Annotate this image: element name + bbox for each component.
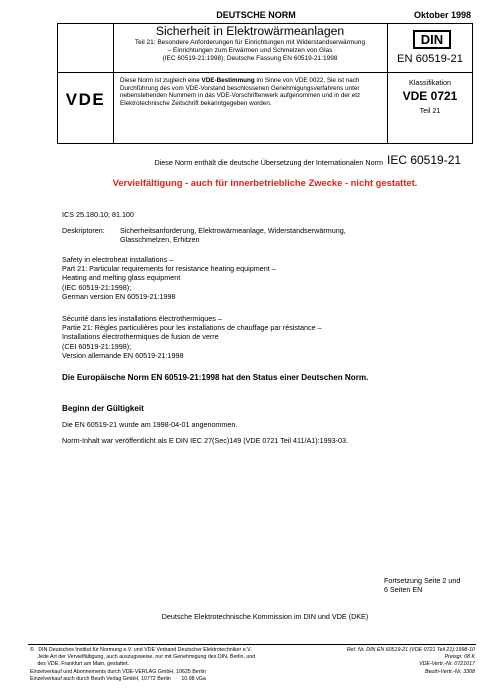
french-title-line: Version allemande EN 60519-21:1998 (62, 350, 184, 360)
footer-left-line: © DIN Deutsches Institut für Normung e.V. und VDE Verband Deutscher Elektrotechniker e.V. (30, 647, 252, 653)
english-title-line: (IEC 60519-21:1998); (62, 282, 132, 292)
vde-logo: VDE (65, 90, 106, 109)
footer-rule (28, 644, 476, 645)
vde-note-line: Diese Norm ist zugleich eine VDE-Bestimmung im Sinne von VDE 0022. Sie ist nach (120, 77, 360, 84)
gueltigkeit-line-1: Die EN 60519-21 wurde am 1998-04-01 angenommen. (62, 420, 238, 429)
frame-left (57, 23, 58, 144)
ics-code: ICS 25.180.10; 81.100 (62, 210, 134, 219)
french-title-line: Installations électrothermiques de fusion de verre (62, 332, 219, 342)
reproduction-warning: Vervielfältigung - auch für innerbetriebliche Zwecke - nicht gestattet. (112, 177, 418, 188)
status-statement: Die Europäische Norm EN 60519-21:1998 hat den Status einer Deutschen Norm. (62, 373, 369, 382)
continuation-line-2: 6 Seiten EN (384, 585, 423, 595)
vde-note (120, 77, 384, 107)
publication-date: Oktober 1998 (413, 10, 471, 20)
deskriptoren-line-1: Sicherheitsanforderung, Elektrowärmeanlage, Widerstandserwärmung, (120, 226, 346, 235)
vde-note-line: Durchführung des vom VDE-Vorstand beschlossenen Genehmigungsverfahrens unter (120, 84, 360, 92)
footer-reference (330, 647, 475, 676)
gueltigkeit-line-2: Norm-Inhalt war veröffentlicht als E DIN IEC 27(Sec)149 (VDE 0721 Teil 411/A1):1993-03. (62, 436, 349, 445)
footer-vde-vertr: VDE-Vertr.-Nr. 0721017 (419, 661, 475, 668)
footer-left-line: des VDE, Frankfurt am Main, gestattet. (30, 661, 129, 668)
iec-statement: Diese Norm enthält die deutsche Übersetzung der Internationalen Norm (154, 158, 383, 167)
document-title: Sicherheit in Elektrowärmeanlagen (155, 24, 345, 38)
deskriptoren-label: Deskriptoren: (62, 226, 105, 235)
title-sub-1: Teil 21: Besondere Anforderungen für Einrichtungen mit Widerstandserwärmung (134, 39, 366, 46)
english-title-line: Heating and melting glass equipment (62, 273, 181, 283)
iec-number: IEC 60519-21 (387, 153, 462, 167)
vde-note-line: Elektrotechnische Zeitschrift bekanntgegeben worden. (120, 99, 272, 107)
vde-note-line: nebenstehenden Nummern in das VDE-Vorschriftenwerk aufgenommen und in der etz (120, 92, 361, 100)
frame-right (472, 23, 473, 144)
footer-ref-number: Ref. Nr. DIN EN 60519-21 (VDE 0721 Teil 21):1998-10 (346, 647, 475, 653)
english-title-line: Part 21: Particular requirements for resistance heating equipment – (62, 264, 276, 274)
deskriptoren-line-2: Glasschmelzen, Erhitzen (120, 235, 200, 244)
committee: Deutsche Elektrotechnische Kommission im DIN und VDE (DKE) (161, 612, 369, 621)
continuation-line-1: Fortsetzung Seite 2 und (384, 576, 461, 585)
english-title-line: Safety in electroheat installations – (62, 255, 174, 264)
title-sub-3: (IEC 60519-21:1998); Deutsche Fassung EN 60519-21:1998 (162, 55, 338, 62)
footer-beuth-vertr: Beuth-Vertr.-Nr. 3308 (424, 668, 475, 675)
title-sub-2: – Einrichtungen zum Erwärmen und Schmelzen von Glas (167, 47, 333, 54)
gueltigkeit-heading: Beginn der Gültigkeit (62, 404, 144, 413)
norm-type: DEUTSCHE NORM (216, 10, 296, 20)
frame-bottom (57, 143, 473, 144)
frame-middle (57, 72, 473, 73)
continuation-note (384, 576, 479, 594)
footer-price-group: Preisgr. 08 K (444, 654, 475, 661)
din-number: EN 60519-21 (397, 53, 463, 65)
footer-left-line: Jede Art der Vervielfältigung, auch auszugsweise, nur mit Genehmigung des DIN, Berlin, und (30, 654, 256, 661)
footer-copyright (30, 647, 350, 683)
footer-left-line: Einzelverkauf auch durch Beuth Verlag GmbH, 10772 Berlin · 10.98 vGa (30, 675, 206, 682)
klassifikation-number: VDE 0721 (402, 89, 458, 103)
footer-left-line: Einzelverkauf und Abonnements durch VDE-VERLAG GmbH, 10625 Berlin (30, 668, 206, 675)
klassifikation-teil: Teil 21 (419, 106, 441, 115)
din-logo: DIN (413, 30, 451, 49)
french-title-line: (CEI 60519-21:1998); (62, 341, 132, 351)
klassifikation-label: Klassifikation (409, 78, 451, 87)
french-title-line: Partie 21: Règles particulières pour les installations de chauffage par résistance – (62, 323, 322, 333)
french-title (62, 314, 462, 360)
english-title (62, 255, 442, 301)
english-title-line: German version EN 60519-21:1998 (62, 291, 176, 301)
french-title-line: Sécurité dans les installations électrothermiques – (62, 314, 222, 323)
